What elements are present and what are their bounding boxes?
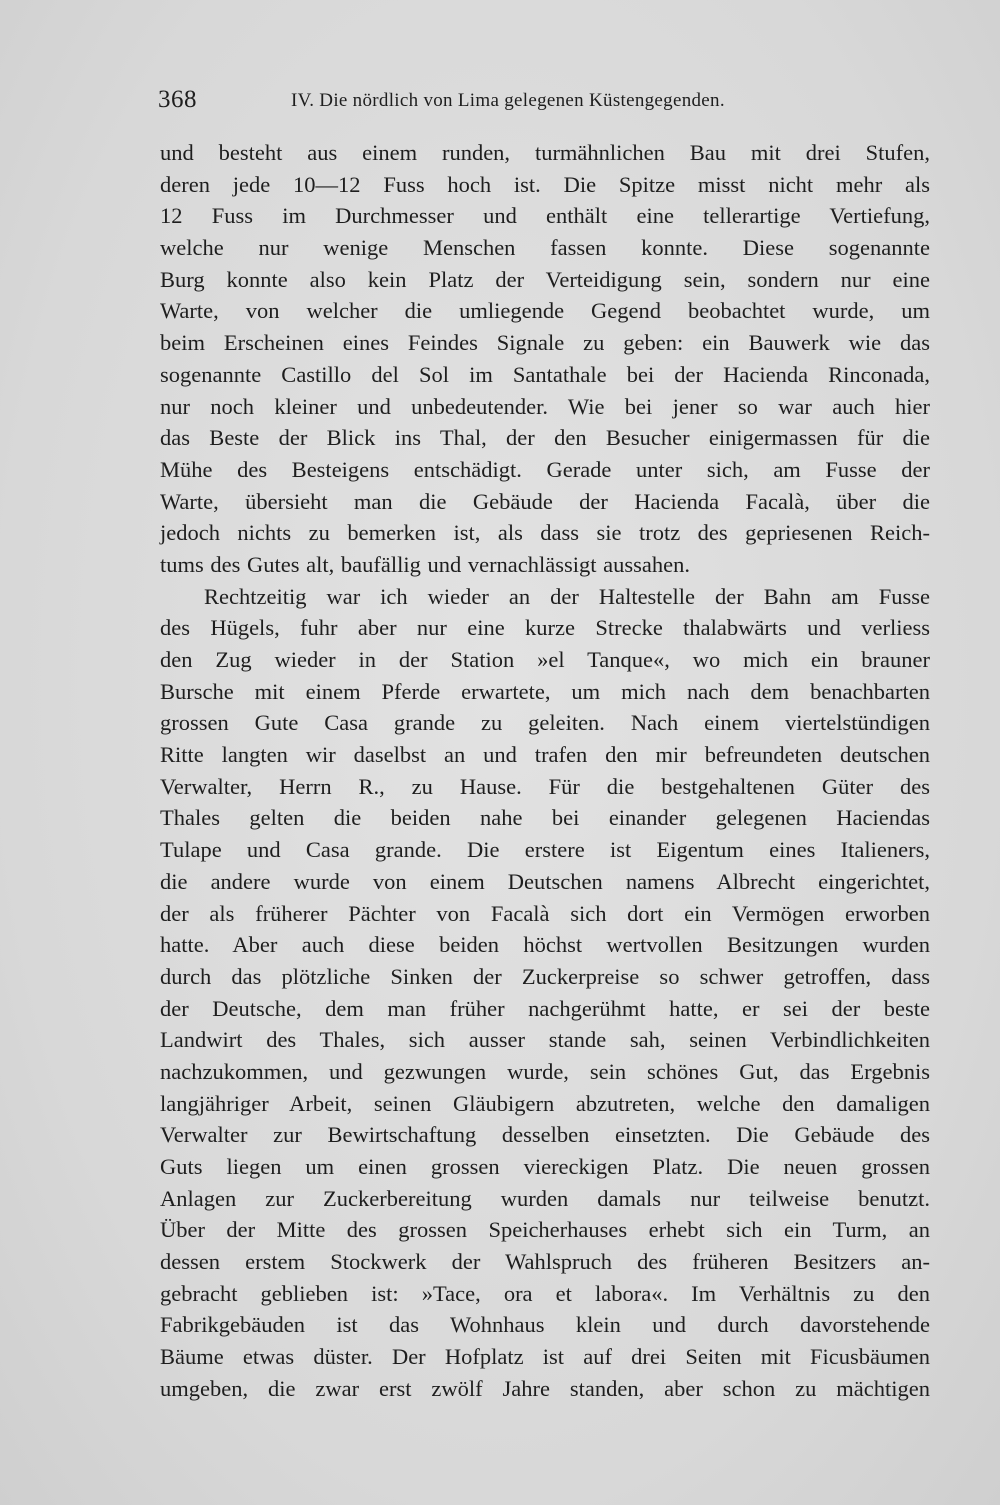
text-line: jedoch nichts zu bemerken ist, als dass sie trotz des gepriesenen Reich-: [160, 520, 930, 546]
text-line: den Zug wieder in der Station »el Tanque«, wo mich ein brauner: [160, 647, 930, 672]
chapter-heading: IV. Die nördlich von Lima gelegenen Küstengegenden.: [291, 90, 725, 111]
text-line: Über der Mitte des grossen Speicherhauses erhebt sich ein Turm, an: [160, 1217, 930, 1243]
text-line: Verwalter zur Bewirtschaftung desselben einsetzten. Die Gebäude des: [160, 1122, 930, 1148]
text-line: und besteht aus einem runden, turmähnlichen Bau mit drei Stufen,: [160, 140, 930, 165]
text-line: sogenannte Castillo del Sol im Santathale bei der Hacienda Rinconada,: [160, 361, 930, 387]
text-line: Bursche mit einem Pferde erwartete, um mich nach dem benachbarten: [160, 678, 930, 704]
running-head: [158, 86, 938, 120]
page-number: 368: [158, 86, 197, 113]
text-line: Burg konnte also kein Platz der Verteidigung sein, sondern nur eine: [160, 266, 930, 292]
text-line: Guts liegen um einen grossen viereckigen Platz. Die neuen grossen: [160, 1154, 930, 1179]
text-line: beim Erscheinen eines Feindes Signale zu geben: ein Bauwerk wie das: [160, 330, 930, 356]
text-line: dessen erstem Stockwerk der Wahlspruch des früheren Besitzers an-: [160, 1249, 930, 1275]
paragraph-start-line: Rechtzeitig war ich wieder an der Haltestelle der Bahn am Fusse: [204, 583, 930, 609]
text-line: gebracht geblieben ist: »Tace, ora et labora«. Im Verhältnis zu den: [160, 1280, 930, 1306]
text-line: Landwirt des Thales, sich ausser stande sah, seinen Verbindlichkeiten: [160, 1027, 930, 1053]
text-line: Verwalter, Herrn R., zu Hause. Für die bestgehaltenen Güter des: [160, 773, 930, 799]
text-line: 12 Fuss im Durchmesser und enthält eine tellerartige Vertiefung,: [160, 203, 930, 229]
text-line: welche nur wenige Menschen fassen konnte. Diese sogenannte: [160, 235, 930, 261]
text-line: Thales gelten die beiden nahe bei einander gelegenen Haciendas: [160, 805, 930, 831]
body-text: [160, 137, 930, 1405]
text-line: Warte, von welcher die umliegende Gegend beobachtet wurde, um: [160, 298, 930, 324]
text-line: Bäume etwas düster. Der Hofplatz ist auf drei Seiten mit Ficusbäumen: [160, 1344, 930, 1370]
text-line: der als früherer Pächter von Facalà sich dort ein Vermögen erworben: [160, 900, 930, 926]
text-line: umgeben, die zwar erst zwölf Jahre standen, aber schon zu mächtigen: [160, 1375, 930, 1401]
text-line: Fabrikgebäuden ist das Wohnhaus klein und durch davorstehende: [160, 1312, 930, 1338]
text-line: das Beste der Blick ins Thal, der den Besucher einigermassen für die: [160, 425, 930, 451]
text-line: hatte. Aber auch diese beiden höchst wertvollen Besitzungen wurden: [160, 932, 930, 958]
text-line: der Deutsche, dem man früher nachgerühmt hatte, er sei der beste: [160, 995, 930, 1021]
text-line: tums des Gutes alt, baufällig und vernachlässigt aussahen.: [160, 551, 691, 577]
text-line: Tulape und Casa grande. Die erstere ist Eigentum eines Italieners,: [160, 837, 930, 863]
text-line: Warte, übersieht man die Gebäude der Hacienda Facalà, über die: [160, 488, 930, 514]
text-line: nachzukommen, und gezwungen wurde, sein schönes Gut, das Ergebnis: [160, 1058, 930, 1084]
text-line: Anlagen zur Zuckerbereitung wurden damals nur teilweise benutzt.: [160, 1185, 930, 1211]
text-line: des Hügels, fuhr aber nur eine kurze Strecke thalabwärts und verliess: [160, 615, 930, 641]
text-line: Ritte langten wir daselbst an und trafen den mir befreundeten deutschen: [160, 742, 930, 768]
text-line: Mühe des Besteigens entschädigt. Gerade unter sich, am Fusse der: [160, 456, 930, 482]
text-line: grossen Gute Casa grande zu geleiten. Nach einem viertelstündigen: [160, 710, 930, 736]
text-line: durch das plötzliche Sinken der Zuckerpreise so schwer getroffen, dass: [160, 963, 930, 989]
text-line: langjähriger Arbeit, seinen Gläubigern abzutreten, welche den damaligen: [160, 1090, 930, 1116]
text-line: die andere wurde von einem Deutschen namens Albrecht eingerichtet,: [160, 868, 930, 894]
text-line: deren jede 10—12 Fuss hoch ist. Die Spitze misst nicht mehr als: [160, 171, 930, 197]
text-line: nur noch kleiner und unbedeutender. Wie bei jener so war auch hier: [160, 393, 930, 419]
